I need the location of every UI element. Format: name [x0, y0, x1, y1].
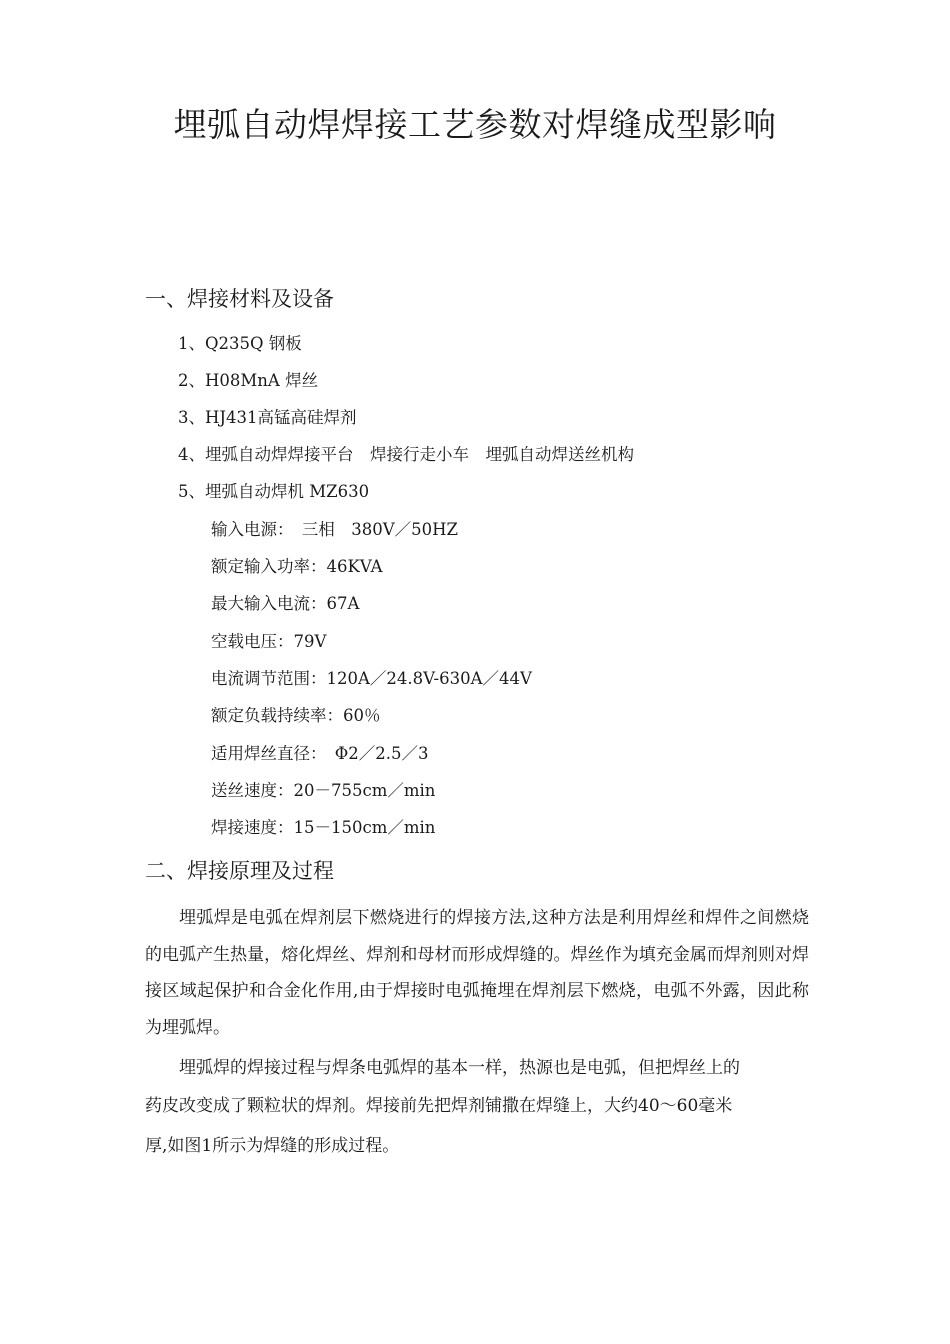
section1-heading: 一、焊接材料及设备	[145, 287, 334, 311]
spec-line: 额定负载持续率：60％	[211, 706, 381, 725]
section2-heading: 二、焊接原理及过程	[145, 859, 334, 883]
material-item: 2、H08MnA 焊丝	[178, 371, 319, 390]
spec-line: 空载电压：79V	[211, 632, 327, 651]
spec-line: 电流调节范围：120A／24.8V-630A／44V	[211, 669, 532, 688]
paragraph-line: 药皮改变成了颗粒状的焊剂。焊接前先把焊剂铺撒在焊缝上，大约40～60毫米	[145, 1096, 733, 1116]
material-item: 1、Q235Q 钢板	[178, 334, 302, 353]
spec-line: 送丝速度：20－755cm／min	[211, 781, 436, 800]
spec-line: 额定输入功率：46KVA	[211, 557, 383, 576]
spec-line: 适用焊丝直径： Φ2／2.5／3	[211, 744, 429, 763]
material-item: 3、HJ431高锰高硅焊剂	[178, 408, 357, 427]
spec-line: 焊接速度：15－150cm／min	[211, 818, 436, 837]
document-title: 埋弧自动焊焊接工艺参数对焊缝成型影响	[173, 105, 777, 144]
equipment-item: 4、埋弧自动焊焊接平台 焊接行走小车 埋弧自动焊送丝机构	[178, 445, 634, 464]
paragraph-line: 厚,如图1所示为焊缝的形成过程。	[145, 1136, 400, 1156]
spec-line: 输入电源： 三相 380V／50HZ	[211, 520, 459, 539]
spec-line: 最大输入电流：67A	[211, 594, 360, 613]
paragraph-line: 埋弧焊的焊接过程与焊条电弧焊的基本一样，热源也是电弧，但把焊丝上的	[179, 1058, 740, 1078]
body-paragraph	[145, 1050, 809, 1166]
body-paragraph: 埋弧焊是电弧在焊剂层下燃烧进行的焊接方法,这种方法是利用焊丝和焊件之间燃烧的电弧产生热量，熔化焊丝、焊剂和母材而形成焊缝的。焊丝作为填充金属而焊剂则对焊接区域起保护和合金化作用,由于焊接时电弧掩埋在焊剂层下燃烧，电弧不外露，因此称为埋弧焊。	[145, 908, 809, 1038]
equipment-item: 5、埋弧自动焊机 MZ630	[178, 482, 370, 501]
